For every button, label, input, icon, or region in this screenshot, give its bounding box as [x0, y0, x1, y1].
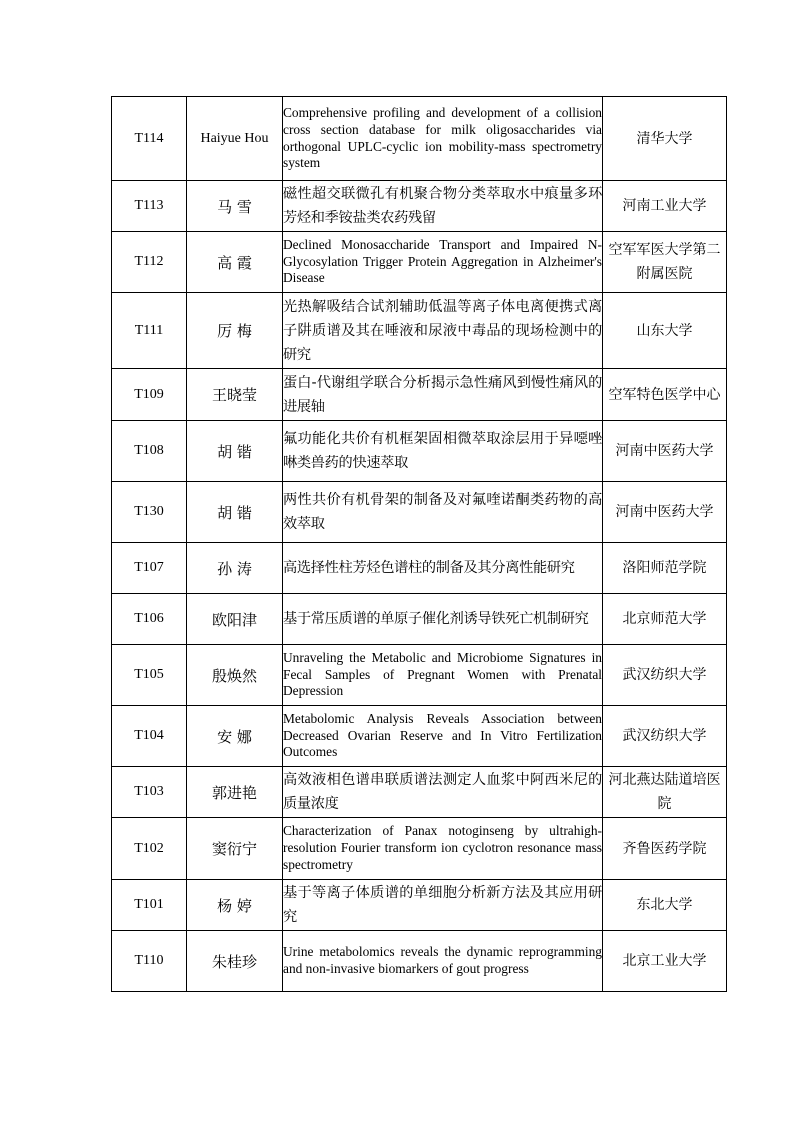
poster-title: Comprehensive profiling and development of a collision cross section database for milk oligosaccharides via orthogonal UPLC-cyclic ion mobility-mass spectrometry system: [283, 97, 603, 181]
poster-id: T105: [112, 645, 187, 706]
poster-title: Characterization of Panax notoginseng by ultrahigh-resolution Fourier transform ion cyclotron resonance mass spectrometry: [283, 818, 603, 880]
poster-id: T104: [112, 706, 187, 767]
poster-title: 基于常压质谱的单原子催化剂诱导铁死亡机制研究: [283, 594, 603, 645]
presenter-name: 郭进艳: [187, 767, 283, 818]
presenter-name: 厉 梅: [187, 293, 283, 369]
institution: 齐鲁医药学院: [603, 818, 727, 880]
table-row: [112, 767, 727, 818]
table-row: [112, 369, 727, 421]
presenter-name: 安 娜: [187, 706, 283, 767]
table-row: [112, 880, 727, 931]
table-row: [112, 645, 727, 706]
poster-id: T102: [112, 818, 187, 880]
presenter-name: 窦衍宁: [187, 818, 283, 880]
poster-id: T109: [112, 369, 187, 421]
institution: 河南中医药大学: [603, 482, 727, 543]
poster-schedule-table: [111, 96, 727, 992]
presenter-name: 高 霞: [187, 232, 283, 293]
poster-title: 两性共价有机骨架的制备及对氟喹诺酮类药物的高效萃取: [283, 482, 603, 543]
table-row: [112, 594, 727, 645]
table-row: [112, 293, 727, 369]
table-row: [112, 543, 727, 594]
institution: 空军军医大学第二附属医院: [603, 232, 727, 293]
presenter-name: 胡 锴: [187, 482, 283, 543]
institution: 空军特色医学中心: [603, 369, 727, 421]
table-row: [112, 706, 727, 767]
table-row: [112, 181, 727, 232]
institution: 洛阳师范学院: [603, 543, 727, 594]
poster-id: T106: [112, 594, 187, 645]
presenter-name: 王晓莹: [187, 369, 283, 421]
poster-id: T101: [112, 880, 187, 931]
table-row: [112, 232, 727, 293]
institution: 河南工业大学: [603, 181, 727, 232]
institution: 河北燕达陆道培医院: [603, 767, 727, 818]
presenter-name: Haiyue Hou: [187, 97, 283, 181]
poster-id: T103: [112, 767, 187, 818]
institution: 东北大学: [603, 880, 727, 931]
poster-id: T108: [112, 421, 187, 482]
table-row: [112, 482, 727, 543]
poster-id: T130: [112, 482, 187, 543]
presenter-name: 杨 婷: [187, 880, 283, 931]
poster-title: 基于等离子体质谱的单细胞分析新方法及其应用研究: [283, 880, 603, 931]
poster-title: 氟功能化共价有机框架固相微萃取涂层用于异噁唑啉类兽药的快速萃取: [283, 421, 603, 482]
presenter-name: 朱桂珍: [187, 931, 283, 992]
poster-title: 高选择性柱芳烃色谱柱的制备及其分离性能研究: [283, 543, 603, 594]
institution: 武汉纺织大学: [603, 706, 727, 767]
table-row: [112, 931, 727, 992]
poster-id: T111: [112, 293, 187, 369]
poster-id: T110: [112, 931, 187, 992]
poster-title: Declined Monosaccharide Transport and Impaired N-Glycosylation Trigger Protein Aggregation in Alzheimer's Disease: [283, 232, 603, 293]
presenter-name: 殷焕然: [187, 645, 283, 706]
poster-title: Urine metabolomics reveals the dynamic reprogramming and non-invasive biomarkers of gout progress: [283, 931, 603, 992]
poster-id: T107: [112, 543, 187, 594]
presenter-name: 马 雪: [187, 181, 283, 232]
poster-id: T112: [112, 232, 187, 293]
poster-title: 磁性超交联微孔有机聚合物分类萃取水中痕量多环芳烃和季铵盐类农药残留: [283, 181, 603, 232]
institution: 北京师范大学: [603, 594, 727, 645]
poster-id: T114: [112, 97, 187, 181]
poster-title: 光热解吸结合试剂辅助低温等离子体电离便携式离子阱质谱及其在唾液和尿液中毒品的现场检测中的研究: [283, 293, 603, 369]
table-row: [112, 421, 727, 482]
poster-title: 高效液相色谱串联质谱法测定人血浆中阿西米尼的质量浓度: [283, 767, 603, 818]
institution: 武汉纺织大学: [603, 645, 727, 706]
institution: 北京工业大学: [603, 931, 727, 992]
poster-title: Unraveling the Metabolic and Microbiome Signatures in Fecal Samples of Pregnant Women with Prenatal Depression: [283, 645, 603, 706]
table-row: [112, 97, 727, 181]
presenter-name: 胡 锴: [187, 421, 283, 482]
table-row: [112, 818, 727, 880]
presenter-name: 欧阳津: [187, 594, 283, 645]
institution: 山东大学: [603, 293, 727, 369]
institution: 清华大学: [603, 97, 727, 181]
institution: 河南中医药大学: [603, 421, 727, 482]
poster-id: T113: [112, 181, 187, 232]
presenter-name: 孙 涛: [187, 543, 283, 594]
poster-title: Metabolomic Analysis Reveals Association between Decreased Ovarian Reserve and In Vitro Fertilization Outcomes: [283, 706, 603, 767]
poster-title: 蛋白-代谢组学联合分析揭示急性痛风到慢性痛风的进展轴: [283, 369, 603, 421]
